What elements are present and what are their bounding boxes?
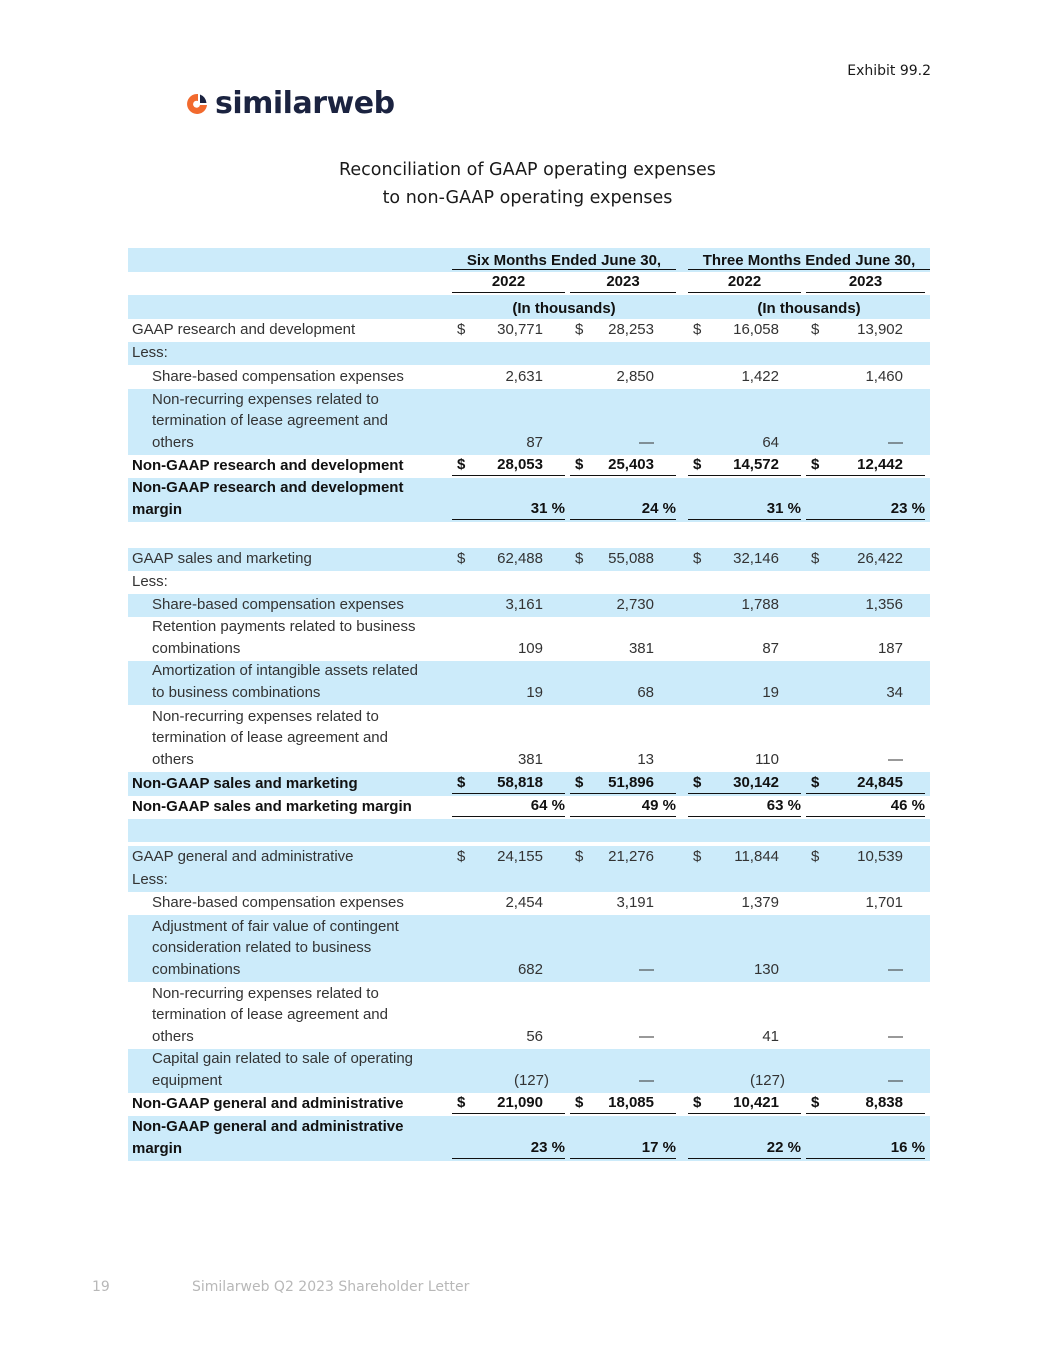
table-row [128,869,930,892]
table-row: Non-recurring expenses related to termination of lease agreement and others 87 — 64 — [128,389,930,455]
page-number: 19 [92,1279,110,1295]
header-units: (In thousands) [512,300,616,317]
similarweb-logo [185,86,395,121]
row-label: Non-GAAP sales and marketing [132,774,358,792]
table-row: Non-recurring expenses related to termination of lease agreement and others 56 — 41 — [128,982,930,1049]
logo-text: similarweb [215,86,395,121]
table-row: Non-GAAP general and administrative $ 21,090 $ 18,085 $ 10,421 $ 8,838 [128,1093,930,1116]
table-row: GAAP sales and marketing $ 62,488 $ 55,088 $ 32,146 $ 26,422 [128,548,930,571]
row-label: Share-based compensation expenses [152,367,404,385]
table-row: Share-based compensation expenses 2,454 3,191 1,379 1,701 [128,892,930,915]
row-label: Non-recurring expenses related to termination of lease agreement and others [152,707,388,768]
row-label: Non-recurring expenses related to termination of lease agreement and others [152,390,388,451]
table-row: Non-GAAP general and administrative margin 23 % 17 % 22 % 16 % [128,1116,930,1161]
row-label: Share-based compensation expenses [152,893,404,911]
page-title [0,156,1055,212]
row-label: Non-GAAP sales and marketing margin [132,797,412,815]
row-label: Adjustment of fair value of contingent consideration related to business combinations [152,917,399,978]
title-line-2: to non-GAAP operating expenses [382,188,673,208]
row-label: Less: [132,870,168,888]
row-label: Amortization of intangible assets related to business combinations [152,662,418,701]
header-six-months: Six Months Ended June 30, [452,252,676,270]
table-row: Non-GAAP research and development $ 28,053 $ 25,403 $ 14,572 $ 12,442 [128,455,930,478]
table-row [128,571,930,594]
header-year-row [128,272,930,295]
row-label: Share-based compensation expenses [152,595,404,613]
row-label: Non-recurring expenses related to termination of lease agreement and others [152,984,388,1045]
table-row: Capital gain related to sale of operating equipment (127) — (127) — [128,1049,930,1093]
row-label: Less: [132,343,168,361]
table-row: Non-GAAP research and development margin 31 % 24 % 31 % 23 % [128,478,930,522]
row-label: GAAP general and administrative [132,847,354,865]
header-year: 2023 [570,271,676,294]
exhibit-label: Exhibit 99.2 [847,63,931,79]
header-year: 2023 [806,271,925,294]
header-year: 2022 [452,271,565,294]
table-row: Non-GAAP sales and marketing margin 64 % 49 % 63 % 46 % [128,796,930,819]
row-label: Non-GAAP research and development margin [132,479,404,518]
footer-doc-title: Similarweb Q2 2023 Shareholder Letter [192,1279,470,1295]
row-label: GAAP sales and marketing [132,549,312,567]
table-row: Amortization of intangible assets related to business combinations 19 68 19 34 [128,661,930,705]
table-row: Retention payments related to business combinations 109 381 87 187 [128,617,930,661]
similarweb-logo-icon [185,92,209,116]
table-row: Share-based compensation expenses 3,161 2,730 1,788 1,356 [128,594,930,617]
table-row: Adjustment of fair value of contingent consideration related to business combinations 682 — 130 — [128,915,930,982]
row-label: Non-GAAP research and development [132,456,404,474]
header-units: (In thousands) [757,300,861,317]
row-label: Non-GAAP general and administrative [132,1094,404,1112]
header-year: 2022 [688,271,801,294]
header-three-months: Three Months Ended June 30, [688,252,930,270]
reconciliation-table [128,248,930,1161]
row-label: Non-GAAP general and administrative margin [132,1118,404,1157]
header-period-row [128,248,930,272]
table-row: Non-recurring expenses related to termination of lease agreement and others 381 13 110 — [128,705,930,772]
header-units-row [128,295,930,319]
table-row: GAAP research and development $ 30,771 $ 28,253 $ 16,058 $ 13,902 [128,319,930,342]
row-label: Less: [132,572,168,590]
row-label: Capital gain related to sale of operating equipment [152,1050,414,1089]
table-row: GAAP general and administrative $ 24,155 $ 21,276 $ 11,844 $ 10,539 [128,846,930,869]
table-row: Share-based compensation expenses 2,631 2,850 1,422 1,460 [128,365,930,389]
row-label: GAAP research and development [132,320,356,338]
title-line-1: Reconciliation of GAAP operating expenses [339,160,716,180]
table-row [128,342,930,365]
table-row: Non-GAAP sales and marketing $ 58,818 $ 51,896 $ 30,142 $ 24,845 [128,772,930,796]
row-label: Retention payments related to business combinations [152,618,416,657]
